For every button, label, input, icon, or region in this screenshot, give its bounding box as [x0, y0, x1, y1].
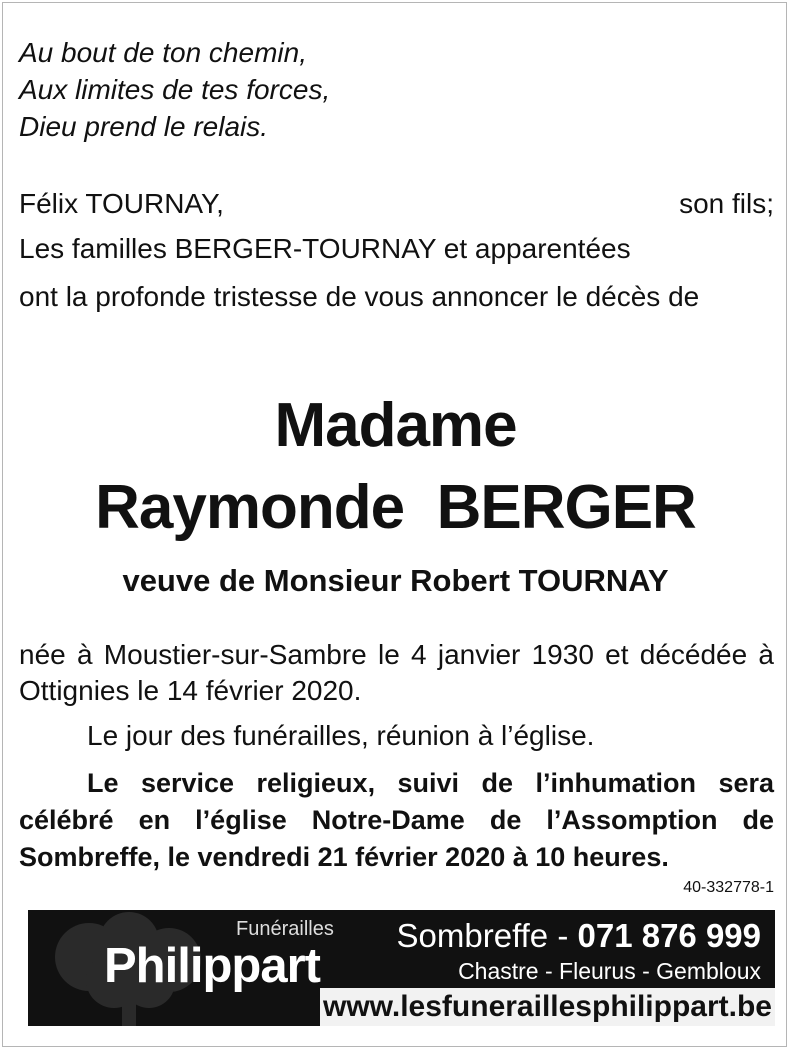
deceased-title: Madame	[274, 391, 517, 460]
reference-number: 40-332778-1	[683, 879, 774, 896]
service-text: Le service religieux, suivi de l’inhumation sera célébré en l’église Notre-Dame de l’Assomption de Sombreffe, le vendredi 21 février 2020 à 10 heures.	[19, 768, 774, 872]
poem-line: Au bout de ton chemin,	[19, 37, 307, 68]
poem-line: Aux limites de tes forces,	[19, 74, 331, 105]
brand-name: Philippart	[104, 939, 320, 993]
widow-of: veuve de Monsieur Robert TOURNAY	[122, 563, 669, 598]
phone-line	[397, 917, 761, 955]
poem	[19, 34, 774, 145]
son-relation: son fils;	[679, 188, 774, 219]
deceased-name: Raymonde BERGER	[95, 473, 696, 542]
phone-number: 071 876 999	[577, 917, 761, 954]
poem-line: Dieu prend le relais.	[19, 111, 269, 142]
son-name: Félix TOURNAY,	[19, 188, 224, 219]
website-link[interactable]: www.lesfuneraillesphilippart.be	[320, 988, 775, 1026]
son-line	[19, 188, 774, 224]
gathering-text: Le jour des funérailles, réunion à l’église.	[87, 720, 595, 751]
cities-list: Chastre - Fleurus - Gembloux	[458, 958, 761, 984]
brand-subtitle: Funérailles	[236, 918, 334, 940]
announcement-text: ont la profonde tristesse de vous annoncer le décès de	[19, 281, 700, 312]
families-line: Les familles BERGER-TOURNAY et apparentées	[19, 233, 631, 264]
birth-death-text: née à Moustier-sur-Sambre le 4 janvier 1930 et décédée à Ottignies le 14 février 2020.	[19, 639, 774, 706]
phone-city: Sombreffe -	[396, 917, 578, 954]
funeral-home-ad	[28, 910, 775, 1026]
